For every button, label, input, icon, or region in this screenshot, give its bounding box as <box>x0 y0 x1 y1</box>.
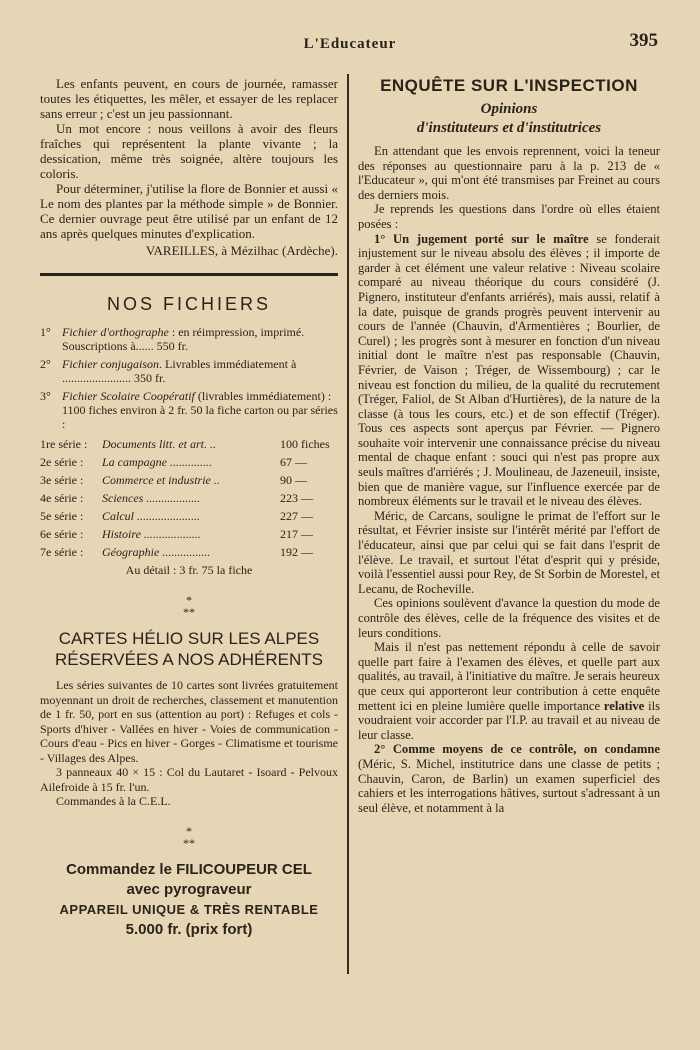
series-list <box>40 435 338 561</box>
column-divider <box>347 74 349 974</box>
signature: VAREILLES, à Mézilhac (Ardèche). <box>145 243 338 258</box>
paragraph: Mais il n'est pas nettement répondu à celle de savoir quelle part faire à l'examen des élèves, et quelle part aux qualités, au travail, à l'initiative du maître. Je serais heureux que ceux qui apporteront leur contribution à cette enquête mettent ici en pleine lumière quelle importance relative ils voudraient voir accorder par l'I.P. au travail et au niveau de leur classe. <box>358 640 660 742</box>
running-header-title: L'Educateur <box>303 36 397 52</box>
paragraph: Un mot encore : nous veillons à avoir des fleurs fraîches qui représentent la plante vivante ; la dessication, même très soignée, altère toujours les coloris. <box>40 121 338 181</box>
article-subtitle: Opinions <box>480 101 538 117</box>
asterism-divider: * ** <box>183 823 195 850</box>
right-column <box>358 76 660 815</box>
paragraph: Méric, de Carcans, souligne le primat de l'effort sur le résultat, et Février insiste sur l'intérêt mérité par l'effort de l'éducateur, ainsi que par celui qui se fait dans l'esprit de l'élève. Le travail, et surtout l'état d'esprit qui y préside, voilà l'essentiel aussi pour Rey, de St Sorbin de Morestel, et Lecanu, de Rocheville. <box>358 508 660 596</box>
series-row: 4e série : Sciences .................. 223 — <box>40 491 313 505</box>
fichier-name: Fichier d'orthographe <box>62 325 169 339</box>
cartes-block <box>40 678 338 809</box>
paragraph: Les enfants peuvent, en cours de journée, ramasser toutes les étiquettes, les mêler, et essayer de les replacer sans erreur ; c'est un jeu passionnant. <box>40 76 338 121</box>
fichier-price: 350 fr. <box>134 371 166 385</box>
fichier-item <box>40 325 338 353</box>
fichier-desc: : en réimpression, imprimé. Souscriptions à...... <box>62 325 305 353</box>
fichier-desc: . Livrables immédiatement à ....................... <box>62 357 297 385</box>
detail-price: Au détail : 3 fr. 75 la fiche <box>125 563 253 577</box>
series-row: 7e série : Géographie ................ 192 — <box>40 545 313 559</box>
paragraph: 3 panneaux 40 × 15 : Col du Lautaret - Isoard - Pelvoux Ailefroide à 15 fr. l'un. <box>40 765 338 794</box>
left-column <box>40 76 338 940</box>
paragraph: Je reprends les questions dans l'ordre où elles étaient posées : <box>358 202 660 231</box>
paragraph: Pour déterminer, j'utilise la flore de Bonnier et aussi « Le nom des plantes par la méthode simple » de Bonnier. Ce dernier ouvrage peut être utilisé par un enfant de 12 ans après quelques minutes d'explication. <box>40 181 338 241</box>
fichier-number: 3° <box>40 389 51 403</box>
series-row: 3e série : Commerce et industrie .. 90 — <box>40 473 307 487</box>
ad-line: APPAREIL UNIQUE & TRÈS RENTABLE <box>59 901 319 917</box>
paragraph: 1° Un jugement porté sur le maître se fonderait injustement sur le niveau absolu des élèves ; il importe de garder à cet élément une valeur relative : Niveau scolaire comparé au niveau théorique du cours considéré (J. Pignero, instituteur d'enfants arriérés), mais aussi, relatif à la date, puisque de grands progrès peuvent intervenir au cours de l'année (Chauvin, d'Armentières ; Bourlier, de Curel) ; les progrès sont à mesurer en fonction d'un niveau initial dont le maître n'est pas responsable (Chauvin, Février, de Vaison ; Tréger, de Wissembourg) ; car le niveau est fonction du milieu, de la qualité du recrutement (Tréger, Faliol, de St Alban d'Hurtières), de la nature de la classe (à tous les cours, etc.) et de son effectif (Tréger). Tous ces aspects sont aperçus par Février. — Pignero souhaite voir intervenir une connaissance précise du niveau mental de chaque enfant : souci qui n'est pas propre aux seuls maîtres d'arriérés ; J. Moulineau, de Jazeneuil, insiste, bien que de manière vague, sur l'influence exercée par de nombreux éléments sur le travail et le niveau des élèves. <box>358 231 660 509</box>
section-title-fichiers: NOS FICHIERS <box>106 294 271 314</box>
article-subtitle: d'instituteurs et d'institutrices <box>416 120 602 136</box>
paragraph: Ces opinions soulèvent d'avance la question du mode de contrôle des élèves, celle de la fréquence des visites et de leurs conditions. <box>358 596 660 640</box>
article-title: ENQUÊTE SUR L'INSPECTION <box>380 76 638 95</box>
paragraph: Les séries suivantes de 10 cartes sont livrées gratuitement moyennant un droit de recherches, classement et manutention de 1 fr. 50, port en sus (attention au port) : Refuges et cols - Sports d'hiver - Vallées en hiver - Voies de communication - Cours d'eau - Pics en hiver - Gorges - Climatisme et tourisme - Villages des Alpes. <box>40 678 338 765</box>
page-number: 395 <box>629 30 658 51</box>
series-row: 6e série : Histoire ................... 217 — <box>40 527 313 541</box>
fichier-desc: (livrables immédiatement) : 1100 fiches environ à 2 fr. 50 la fiche carton ou par séries : <box>62 389 338 431</box>
series-row: 5e série : Calcul ..................... 227 — <box>40 509 313 523</box>
fichier-name: Fichier conjugaison <box>62 357 159 371</box>
paragraph: En attendant que les envois reprennent, voici la teneur des réponses au questionnaire paru à la p. 213 de « l'Educateur », qui m'ont été transmises par Freinet au cours des derniers mois. <box>358 144 660 202</box>
series-row: 2e série : La campagne .............. 67 — <box>40 455 307 469</box>
paragraph: 2° Comme moyens de ce contrôle, on condamne (Méric, S. Michel, institutrice dans une classe de petits ; Chauvin, Caron, de Barlin) un examen superficiel des cahiers et les interrogations hâtives, surtout s'adressant à un seul élève, et notamment à la <box>358 742 660 815</box>
ad-line: avec pyrograveur <box>126 880 252 898</box>
series-row: 1re série : Documents litt. et art. .. 100 fiches <box>40 437 330 451</box>
section-rule <box>40 273 338 276</box>
fichier-price: 550 fr. <box>156 339 189 353</box>
paragraph: Commandes à la C.E.L. <box>56 794 171 808</box>
fichier-item <box>40 389 338 431</box>
fichier-item <box>40 357 338 385</box>
fichier-name: Fichier Scolaire Coopératif <box>62 389 195 403</box>
filicoupeur-ad <box>40 859 338 940</box>
ad-price: 5.000 fr. (prix fort) <box>125 920 253 938</box>
fichier-number: 2° <box>40 357 51 371</box>
section-title-cartes: CARTES HÉLIO SUR LES ALPES RÉSERVÉES A NOS ADHÉRENTS <box>55 629 323 669</box>
fichier-number: 1° <box>40 325 51 339</box>
ad-line: Commandez le FILICOUPEUR CEL <box>66 860 312 878</box>
asterism-divider: * ** <box>183 593 195 619</box>
